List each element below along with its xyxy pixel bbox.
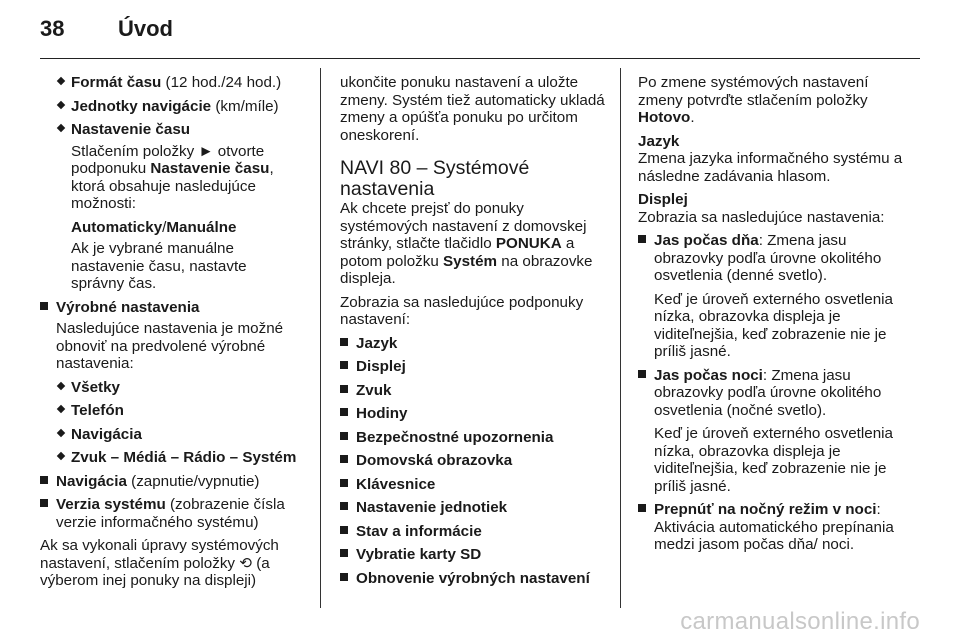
column-divider-2 (620, 68, 621, 608)
page-header (0, 0, 960, 62)
square-bullet-icon (340, 385, 348, 393)
square-bullet-icon (40, 302, 48, 310)
list-item: Hodiny (356, 405, 606, 423)
diamond-bullet-icon (57, 405, 65, 413)
paragraph: Automaticky/Manuálne (71, 218, 237, 236)
square-bullet-icon (340, 526, 348, 534)
list-item: Jas počas noci: Zmena jasu obrazovky podľa úrovne okolitého osvetlenia (nočné svetlo). (654, 367, 904, 420)
square-bullet-icon (340, 479, 348, 487)
paragraph: Ak sa vykonali úpravy systémových nastavení, stlačením položky ⟲ (a výberom inej ponuky na displeji) (40, 537, 279, 589)
paragraph: Po zmene systémových nastavení zmeny potvrďte stlačením položky Hotovo. (638, 74, 869, 126)
list-item: Stav a informácie (356, 523, 606, 541)
list-item: Telefón (71, 402, 302, 420)
arrow-right-icon: ► (198, 142, 214, 160)
chapter-title: Úvod (118, 16, 173, 41)
square-bullet-icon (340, 549, 348, 557)
list-item: Všetky (71, 379, 302, 397)
list-item: Jas počas dňa: Zmena jasu obrazovky podľa úrovne okolitého osvetlenia (denné svetlo). (654, 232, 904, 285)
paragraph: Zobrazia sa nasledujúce podponuky nastavení: (340, 293, 584, 328)
square-bullet-icon (340, 361, 348, 369)
list-item: Zvuk – Médiá – Rádio – Systém (71, 449, 302, 467)
list-item: Displej (356, 358, 606, 376)
paragraph: Stlačením položky ► otvorte podponuku Nastavenie času, ktorá obsahuje nasledujúce možnosti: (71, 142, 274, 212)
list-item: Bezpečnostné upozornenia (356, 429, 606, 447)
back-icon: ⟲ (239, 554, 252, 572)
paragraph: Nasledujúce nastavenia je možné obnoviť na predvolené výrobné nastavenia: (56, 320, 284, 372)
list-item: Navigácia (71, 426, 302, 444)
diamond-bullet-icon (57, 100, 65, 108)
diamond-bullet-icon (57, 381, 65, 389)
diamond-bullet-icon (57, 77, 65, 85)
square-bullet-icon (40, 499, 48, 507)
square-bullet-icon (638, 235, 646, 243)
list-item: Prepnúť na nočný režim v noci: Aktivácia automatického prepínania medzi jasom počas dňa/ noci. (654, 501, 904, 554)
column-3 (638, 74, 904, 560)
paragraph: ukončite ponuku nastavení a uložte zmeny. Systém tiež automaticky ukladá zmeny a opúšťa ponuku po určitom oneskorení. (340, 74, 605, 144)
list-item: Vybratie karty SD (356, 546, 606, 564)
paragraph: Ak chcete prejsť do ponuky systémových nastavení z domovskej stránky, stlačte tlačidlo PONUKA a potom položku Systém na obrazovke displeja. (340, 200, 593, 287)
square-bullet-icon (340, 338, 348, 346)
square-bullet-icon (340, 573, 348, 581)
watermark: carmanualsonline.info (680, 608, 920, 635)
list-item: Jazyk (356, 335, 606, 353)
square-bullet-icon (638, 370, 646, 378)
column-1 (40, 74, 302, 596)
list-item: Zvuk (356, 382, 606, 400)
paragraph: Keď je úroveň externého osvetlenia nízka, obrazovka displeja je viditeľnejšia, keď zobrazenie nie je príliš jasné. (654, 425, 893, 495)
square-bullet-icon (638, 504, 646, 512)
list-item: Nastavenie času (71, 121, 302, 139)
square-bullet-icon (340, 408, 348, 416)
section-title: NAVI 80 – Systémové nastavenia (340, 157, 530, 200)
list-item: Jednotky navigácie (km/míle) (71, 98, 302, 116)
list-item: Nastavenie jednotiek (356, 499, 606, 517)
subheading: Jazyk (638, 132, 680, 150)
list-item: Formát času (12 hod./24 hod.) (71, 74, 302, 92)
column-2 (340, 74, 606, 593)
paragraph: Ak je vybrané manuálne nastavenie času, nastavte správny čas. (71, 240, 247, 292)
diamond-bullet-icon (57, 124, 65, 132)
column-divider-1 (320, 68, 321, 608)
subheading: Displej (638, 191, 688, 208)
diamond-bullet-icon (57, 452, 65, 460)
list-item: Obnovenie výrobných nastavení (356, 570, 606, 588)
square-bullet-icon (340, 502, 348, 510)
square-bullet-icon (40, 476, 48, 484)
paragraph: Zmena jazyka informačného systému a následne zadávania hlasom. (638, 150, 903, 185)
list-item: Verzia systému (zobrazenie čísla verzie informačného systému) (56, 496, 302, 531)
list-item: Navigácia (zapnutie/vypnutie) (56, 473, 302, 491)
header-rule (40, 58, 920, 59)
square-bullet-icon (340, 455, 348, 463)
list-item: Domovská obrazovka (356, 452, 606, 470)
square-bullet-icon (340, 432, 348, 440)
list-item: Výrobné nastavenia (56, 299, 302, 317)
list-item: Klávesnice (356, 476, 606, 494)
page-number: 38 (40, 16, 65, 41)
diamond-bullet-icon (57, 428, 65, 436)
paragraph: Keď je úroveň externého osvetlenia nízka, obrazovka displeja je viditeľnejšia, keď zobrazenie nie je príliš jasné. (654, 290, 893, 360)
paragraph: Zobrazia sa nasledujúce nastavenia: (638, 208, 885, 226)
